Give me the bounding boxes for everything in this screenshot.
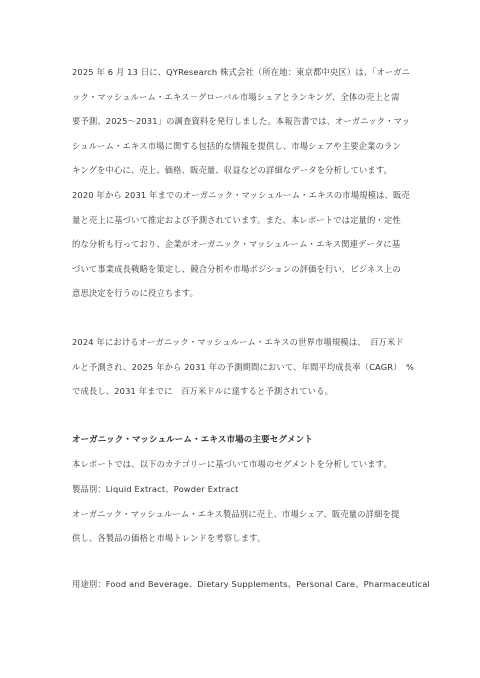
text-line: ルと予測され、2025 年から 2031 年の予測期間において、年間平均成長率（CAGR） %	[72, 361, 414, 372]
text-line: ック・マッシュルーム・エキス－グローバル市場シェアとランキング、全体の売上と需	[72, 91, 400, 102]
text-line: 2020 年から 2031 年までのオーガニック・マッシュルーム・エキスの市場規模は、販売	[72, 189, 410, 200]
segments-intro	[72, 452, 409, 550]
application-segment-line: 用途別：Food and Beverage、Dietary Supplements、Personal Care、Pharmaceutical	[72, 578, 430, 589]
paragraph-spacer	[72, 404, 409, 428]
text-line: づいて事業成長戦略を策定し、競合分析や市場ポジションの評価を行い、ビジネス上の	[72, 263, 401, 274]
text-line: 量と売上に基づいて推定および予測されています。また、本レポートでは定量的・定性	[72, 214, 401, 225]
text-line: オーガニック・マッシュルーム・エキス製品別に売上、市場シェア、販売量の詳細を提	[72, 508, 400, 519]
section-heading: オーガニック・マッシュルーム・エキス市場の主要セグメント	[72, 434, 313, 445]
text-line: 供し、各製品の価格と市場トレンドを考察します。	[72, 533, 266, 544]
application-paragraph	[72, 572, 430, 597]
text-line: 2025 年 6 月 13 日に、QYResearch 株式会社（所在地：東京都中央区）は、「オーガニ	[72, 67, 411, 77]
text-line: 的な分析も行っており、企業がオーガニック・マッシュルーム・エキス関連データに基	[72, 239, 401, 250]
text-line: キングを中心に、売上、価格、販売量、収益などの詳細なデータを分析しています。	[72, 165, 393, 176]
text-line: で成長し、2031 年までに 百万米ドルに達すると予測されている。	[72, 386, 334, 397]
text-line: 本レポートでは、以下のカテゴリーに基づいて市場のセグメントを分析しています。	[72, 459, 392, 470]
text-line: 意思決定を行うのに役立ちます。	[72, 288, 199, 299]
text-line: 要予測、2025～2031」の調査資料を発行しました。本報告書では、オーガニック・マッ	[72, 116, 411, 127]
market-size-paragraph	[72, 330, 414, 404]
paragraph-spacer	[72, 306, 409, 330]
document-page	[72, 60, 430, 596]
text-line: 2024 年におけるオーガニック・マッシュルーム・エキスの世界市場規模は、 百万米ド	[72, 336, 404, 347]
intro-paragraph	[72, 60, 409, 306]
product-segment-line: 製品別：Liquid Extract、Powder Extract	[72, 483, 239, 494]
text-line: シュルーム・エキス市場に関する包括的な情報を提供し、市場シェアや主要企業のラン	[72, 140, 401, 151]
paragraph-spacer	[72, 551, 409, 572]
